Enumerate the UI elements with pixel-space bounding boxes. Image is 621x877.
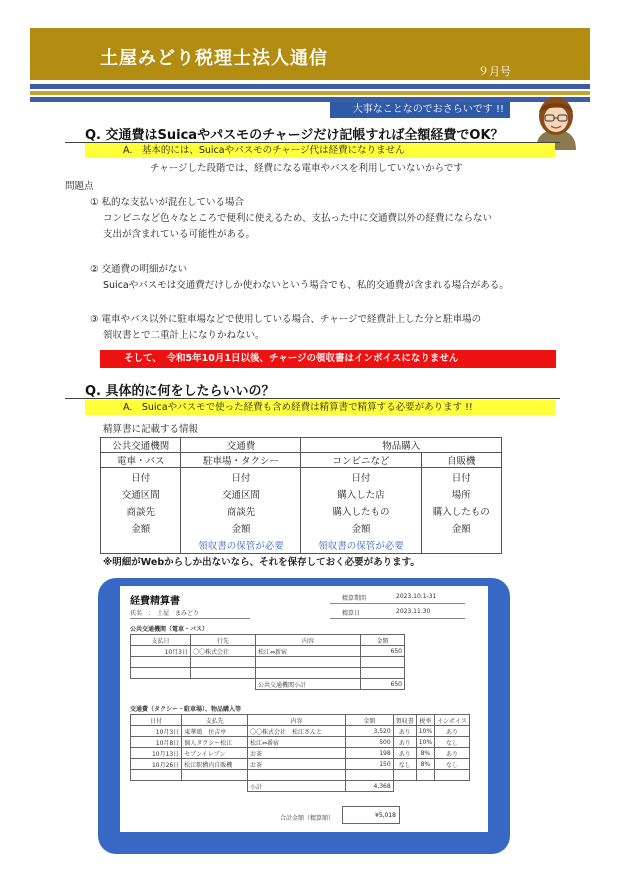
table-cell: 〇〇株式会社 松江さんと: [248, 726, 346, 737]
table-cell: 500: [346, 737, 394, 748]
table-subheader: 電車・バス: [101, 453, 181, 468]
public-transport-table: [130, 634, 405, 690]
total-value: ¥5,018: [342, 806, 400, 824]
table-cell: 購入したもの: [301, 502, 421, 519]
table-subheader: 駐車場・タクシー: [181, 453, 301, 468]
table-cell: 金額: [101, 519, 181, 536]
expense-sheet: [120, 586, 488, 832]
table-cell: [131, 657, 191, 668]
table-cell: 150: [346, 759, 394, 770]
point-1-line: コンビニなど色々なところで便利に使えるため、支払った中に交通費以外の経費にならない: [103, 213, 493, 224]
table-cell: [131, 679, 191, 690]
col-header: 日付: [131, 715, 182, 726]
col-header: 金額: [361, 635, 405, 646]
table-cell: [393, 781, 416, 792]
date-value: 2023.11.30: [396, 608, 431, 615]
table-cell: あり: [393, 748, 416, 759]
col-header: 行先: [191, 635, 256, 646]
total-label: 合計金額（精算額）: [280, 815, 335, 822]
divider: [330, 618, 465, 619]
section-transport-goods: 交通費（タクシー・駐車場）、物品購入等: [130, 706, 242, 713]
table-cell: 〇〇株式会社: [191, 646, 256, 657]
table-cell: 10月3日: [131, 646, 191, 657]
invoice-warning: そして、 令和5年10月1日以後、チャージの領収書はインボイスになりません: [100, 350, 556, 368]
table-cell: お茶: [248, 748, 346, 759]
table-cell: 商談先: [101, 502, 181, 519]
table-cell: 10月8日: [131, 737, 182, 748]
table-cell: [416, 770, 434, 781]
table-cell: あり: [435, 726, 470, 737]
table-header: 物品購入: [301, 438, 502, 453]
col-header: 支払日: [131, 635, 191, 646]
problems-label: 問題点: [65, 181, 94, 192]
header-stripe: [30, 91, 590, 95]
col-header: 内容: [248, 715, 346, 726]
subtotal-value: 650: [361, 679, 405, 690]
table-cell: 商談先: [181, 502, 301, 519]
table-cell: [361, 668, 405, 679]
answer-1: A. 基本的には、Suicaやパスモのチャージ代は経費になりません: [85, 143, 555, 158]
info-table: [100, 437, 502, 554]
col-header: 支払先: [182, 715, 248, 726]
table-cell: なし: [393, 759, 416, 770]
table-cell: 交通区間: [101, 485, 181, 502]
table-cell: [248, 770, 346, 781]
table-cell: あり: [435, 748, 470, 759]
table-cell: なし: [435, 737, 470, 748]
table-cell: 10月13日: [131, 748, 182, 759]
subtotal-label: 公共交通機関小計: [256, 679, 361, 690]
question-underline: [65, 398, 560, 399]
table-cell: 日付: [301, 468, 421, 486]
answer-1-reason: チャージした段階では、経費になる電車やバスを利用していないからです: [150, 163, 463, 174]
table-cell: お茶: [248, 759, 346, 770]
table-cell: [256, 657, 361, 668]
newsletter-title: 土屋みどり税理士法人通信: [100, 48, 328, 69]
table-cell: [361, 657, 405, 668]
table-cell: あり: [393, 726, 416, 737]
date-label: 精算日: [342, 610, 361, 617]
table-cell: 650: [361, 646, 405, 657]
table-cell: [101, 536, 181, 554]
table-cell: 日付: [101, 468, 181, 486]
header-stripe: [30, 84, 590, 89]
table-cell: [191, 679, 256, 690]
table-cell: なし: [435, 759, 470, 770]
point-2-title: ② 交通費の明細がない: [90, 264, 188, 275]
table-cell: セブンイレブン: [182, 748, 248, 759]
table-cell: 金額: [181, 519, 301, 536]
table-cell: 購入した店: [301, 485, 421, 502]
issue-month: ９月号: [478, 65, 511, 78]
table-cell: 交通区間: [181, 485, 301, 502]
table-cell: 購入したもの: [421, 502, 502, 519]
period-label: 精算期間: [342, 595, 367, 602]
table-cell: 金額: [301, 519, 421, 536]
question-1: Q. 交通費はSuicaやパスモのチャージだけ記帳すれば全額経費でOK？: [85, 128, 504, 143]
table-cell: [393, 770, 416, 781]
point-2-line: Suicaやパスモは交通費だけしか使わないという場合でも、私的交通費が含まれる場合がある。: [103, 280, 509, 291]
table-label: 精算書に記載する情報: [103, 424, 199, 435]
table-cell: [416, 781, 434, 792]
col-header: インボイス: [435, 715, 470, 726]
table-header: 交通費: [181, 438, 301, 453]
table-cell: 10%: [416, 726, 434, 737]
period-value: 2023.10.1-31: [396, 593, 437, 600]
sheet-title: 経費精算書: [130, 596, 180, 607]
reminder-banner: 大事なことなのでおさらいです !!: [330, 102, 510, 118]
divider: [130, 618, 250, 619]
table-cell: 198: [346, 748, 394, 759]
table-cell: 場所: [421, 485, 502, 502]
table-cell: [191, 668, 256, 679]
table-subheader: コンビニなど: [301, 453, 421, 468]
table-subheader: 自販機: [421, 453, 502, 468]
receipt-required-note: 領収書の保管が必要: [301, 536, 421, 554]
col-header: 金額: [346, 715, 394, 726]
question-2: Q. 具体的に何をしたらいいの？: [85, 384, 275, 399]
footnote: ※明細がWebからしか出ないなら、それを保存しておく必要があります。: [103, 557, 420, 568]
table-cell: [131, 781, 182, 792]
table-cell: [131, 668, 191, 679]
table-cell: あり: [393, 737, 416, 748]
table-cell: 日付: [181, 468, 301, 486]
table-cell: 東華鶏 住吉亭: [182, 726, 248, 737]
sheet-name: 氏名 ： 土屋 まみどり: [130, 610, 200, 617]
answer-2: A. Suicaやパスモで使った経費も含め経費は精算書で精算する必要があります !!: [85, 400, 555, 415]
table-cell: 8%: [416, 748, 434, 759]
table-cell: 10%: [416, 737, 434, 748]
receipt-required-note: 領収書の保管が必要: [181, 536, 301, 554]
col-header: 税率: [416, 715, 434, 726]
table-cell: 10月26日: [131, 759, 182, 770]
table-cell: [131, 770, 182, 781]
section-public-transport: 公共交通機関（電車・バス）: [130, 626, 209, 633]
table-cell: 個人タクシー松江: [182, 737, 248, 748]
point-1-title: ① 私的な支払いが混在している場合: [90, 197, 245, 208]
point-3-line: 領収書とで二重計上になりかねない。: [103, 330, 265, 341]
subtotal-value: 4,368: [346, 781, 394, 792]
table-cell: [182, 781, 248, 792]
table-cell: [435, 781, 470, 792]
table-cell: 松江駅構内自販機: [182, 759, 248, 770]
point-1-line: 支出が含まれている可能性がある。: [103, 229, 256, 240]
table-cell: 8%: [416, 759, 434, 770]
transport-goods-table: [130, 714, 470, 792]
table-cell: 金額: [421, 519, 502, 536]
table-cell: 松江⇔番宿: [248, 737, 346, 748]
table-cell: 3,520: [346, 726, 394, 737]
table-cell: [421, 536, 502, 554]
divider: [330, 603, 465, 604]
table-header: 公共交通機関: [101, 438, 181, 453]
table-cell: 10月3日: [131, 726, 182, 737]
table-cell: [346, 770, 394, 781]
table-cell: [191, 657, 256, 668]
table-cell: [182, 770, 248, 781]
subtotal-label: 小計: [248, 781, 346, 792]
table-cell: [435, 770, 470, 781]
table-cell: 日付: [421, 468, 502, 486]
col-header: 領収書: [393, 715, 416, 726]
point-3-title: ③ 電車やバス以外に駐車場などで使用している場合、チャージで経費計上した分と駐車場の: [90, 314, 482, 325]
col-header: 内容: [256, 635, 361, 646]
table-cell: 松江⇔新宿: [256, 646, 361, 657]
table-cell: [256, 668, 361, 679]
